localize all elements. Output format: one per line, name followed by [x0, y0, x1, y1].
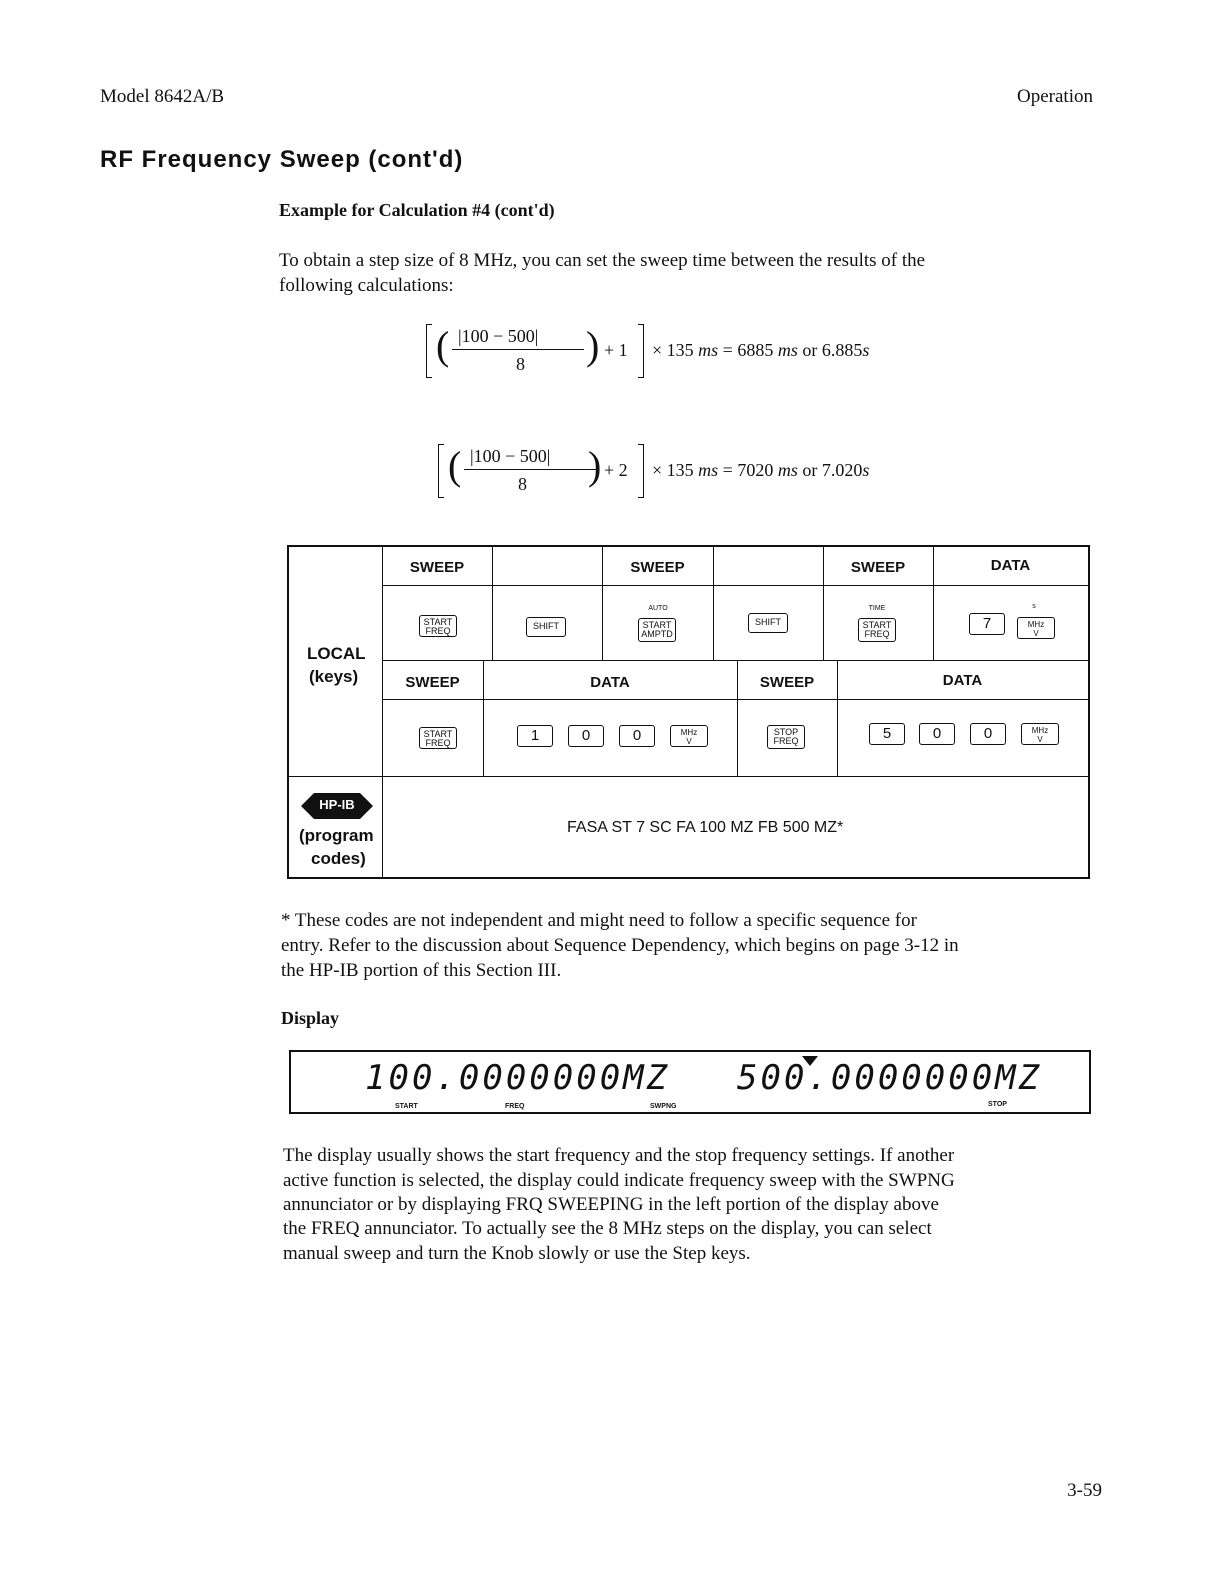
eq1-text-c: or 6.885 [797, 340, 863, 360]
subheading: Example for Calculation #4 (cont'd) [279, 200, 555, 220]
eq2-text-b: = 7020 [718, 460, 778, 480]
model-header: Model 8642A/B [100, 86, 225, 107]
key-top-label: MHz [1027, 620, 1045, 629]
key-top-label: START [642, 620, 672, 630]
stop-annunciator: STOP [988, 1101, 1007, 1108]
footnote-line-3: the HP-IB portion of this Section III. [281, 960, 562, 981]
eq1-ms2: ms [777, 340, 798, 360]
keys-label: (keys) [309, 667, 359, 686]
start-freq-key[interactable] [419, 615, 457, 637]
codes-label: codes) [311, 849, 366, 868]
keystroke-table [287, 545, 1090, 879]
eq1-denominator: 8 [516, 354, 525, 374]
seconds-mark: s [1032, 603, 1036, 610]
mhz-v-key-3[interactable] [1021, 723, 1059, 745]
intro-line-1: To obtain a step size of 8 MHz, you can set the sweep time between the results of the [279, 250, 926, 271]
shift-key-2[interactable]: SHIFT [748, 613, 788, 633]
eq2-s: s [862, 460, 870, 480]
key-top-label: MHz [680, 728, 698, 737]
eq1-s: s [862, 340, 870, 360]
key-top-label: START [423, 617, 453, 627]
eq2-plus: + 2 [604, 460, 628, 480]
intro-line-2: following calculations: [279, 275, 454, 296]
key-0-d[interactable]: 0 [970, 723, 1006, 745]
equation-1: ( |100 − 500| 8 ) + 1 × 135 ms = 6885 ms or 6.885s [420, 318, 960, 388]
start-amptd-key[interactable] [638, 618, 676, 642]
equation-2: ( |100 − 500| 8 ) + 2 × 135 ms = 7020 ms or 7.020s [432, 438, 972, 508]
key-0-c[interactable]: 0 [919, 723, 955, 745]
program-label: (program [299, 826, 374, 845]
start-annunciator: START [395, 1103, 418, 1110]
r1-header-sweep-3: SWEEP [850, 559, 906, 576]
eq2-ms1: ms [698, 460, 719, 480]
time-label: TIME [868, 605, 886, 612]
eq2-numerator: |100 − 500| [470, 446, 551, 466]
display-heading: Display [281, 1008, 340, 1028]
key-bottom-label: FREQ [425, 626, 451, 636]
key-7[interactable]: 7 [969, 613, 1005, 635]
eq1-ms1: ms [698, 340, 719, 360]
key-0-a[interactable]: 0 [568, 725, 604, 747]
r2-header-sweep-1: SWEEP [405, 674, 460, 691]
footnote-line-1: * These codes are not independent and might need to follow a specific sequence for [281, 910, 917, 931]
key-bottom-label: AMPTD [641, 629, 673, 639]
key-bottom-label: FREQ [864, 629, 890, 639]
key-top-label: START [862, 620, 892, 630]
eq2-text-a: × 135 [652, 460, 699, 480]
key-top-label: START [423, 729, 453, 739]
auto-label: AUTO [648, 605, 668, 612]
eq1-plus: + 1 [604, 340, 628, 360]
start-freq-key-row2[interactable] [419, 727, 457, 749]
r1-header-data: DATA [990, 557, 1031, 574]
stop-freq-key[interactable] [767, 725, 805, 749]
key-top-label: MHz [1031, 726, 1049, 735]
key-bottom-label: V [1033, 629, 1039, 638]
freq-annunciator: FREQ [505, 1103, 525, 1110]
front-panel-display [289, 1050, 1091, 1114]
closing-line-3: annunciator or by displaying FRQ SWEEPING in the left portion of the display above [283, 1194, 939, 1215]
r1-header-sweep-2: SWEEP [630, 559, 685, 576]
mhz-v-key-2[interactable] [670, 725, 708, 747]
closing-line-5: manual sweep and turn the Knob slowly or use the Step keys. [283, 1243, 751, 1264]
swpng-annunciator: SWPNG [650, 1103, 677, 1110]
key-bottom-label: FREQ [773, 736, 799, 746]
closing-line-4: the FREQ annunciator. To actually see the 8 MHz steps on the display, you can select [283, 1218, 932, 1239]
local-label: LOCAL [307, 644, 366, 663]
eq1-text-b: = 6885 [718, 340, 778, 360]
stop-frequency-readout: 500.0000000MZ [737, 1058, 1043, 1098]
start-frequency-readout: 100.0000000MZ [365, 1058, 671, 1098]
program-codes: FASA ST 7 SC FA 100 MZ FB 500 MZ* [567, 819, 844, 836]
key-1[interactable]: 1 [517, 725, 553, 747]
page-number: 3-59 [1067, 1480, 1102, 1501]
key-bottom-label: V [1037, 735, 1043, 744]
start-freq-key-time[interactable] [858, 618, 896, 642]
hpib-badge: HP-IB [319, 797, 355, 812]
section-title: RF Frequency Sweep (cont'd) [100, 146, 464, 173]
key-5[interactable]: 5 [869, 723, 905, 745]
eq1-text-a: × 135 [652, 340, 699, 360]
key-bottom-label: V [686, 737, 692, 746]
key-0-b[interactable]: 0 [619, 725, 655, 747]
eq2-denominator: 8 [518, 474, 527, 494]
closing-line-2: active function is selected, the display could indicate frequency sweep with the SWPNG [283, 1170, 955, 1191]
shift-key-1[interactable]: SHIFT [526, 617, 566, 637]
eq2-text-c: or 7.020 [797, 460, 863, 480]
footnote-line-2: entry. Refer to the discussion about Sequence Dependency, which begins on page 3-12 in [281, 935, 959, 956]
r1-header-sweep-1: SWEEP [409, 559, 465, 576]
r2-header-data-1: DATA [590, 674, 630, 691]
key-bottom-label: FREQ [425, 738, 451, 748]
section-header: Operation [1017, 86, 1093, 107]
eq1-numerator: |100 − 500| [458, 326, 539, 346]
mhz-v-key-1[interactable] [1017, 617, 1055, 639]
r2-header-data-2: DATA [942, 672, 983, 689]
r2-header-sweep-2: SWEEP [759, 674, 815, 691]
eq2-ms2: ms [777, 460, 798, 480]
closing-line-1: The display usually shows the start frequency and the stop frequency settings. If another [283, 1145, 955, 1166]
key-top-label: STOP [773, 727, 799, 737]
